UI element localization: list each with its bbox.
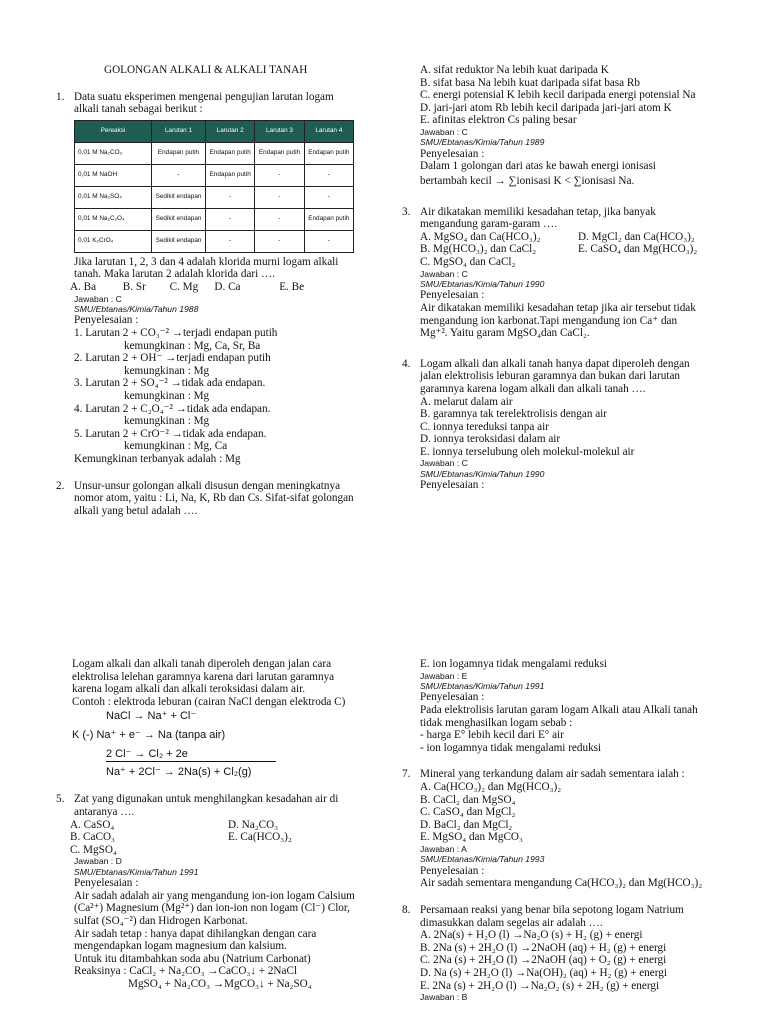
- left-column-bottom: [56, 658, 366, 991]
- table-result-cell: Endapan putih: [304, 208, 353, 230]
- q7-option-d[interactable]: D. BaCl₂ dan MgCl₂: [420, 818, 513, 831]
- q7-option-c[interactable]: C. CaSO₄ dan MgCl₂: [420, 806, 516, 819]
- question-4: [402, 358, 714, 492]
- q5-jawaban: Jawaban : D: [74, 856, 122, 867]
- q4-line3: garamnya karena logam alkali dan alkali tanah ….: [420, 382, 646, 395]
- q7-source: SMU/Ebtanas/Kimia/Tahun 1993: [420, 854, 545, 865]
- table-result-cell: Endapan putih: [152, 142, 206, 164]
- q4-cont-line1: Logam alkali dan alkali tanah diperoleh dengan jalan cara: [72, 658, 332, 670]
- q7-expl: Air sadah sementara mengandung Ca(HCO₃)₂ dan Mg(HCO₃)₂: [420, 877, 703, 890]
- q1-step-2-kemungkinan: kemungkinan : Mg: [124, 364, 210, 377]
- q7-option-a[interactable]: A. Ca(HCO₃)₂ dan Mg(HCO₃)₂: [420, 780, 562, 793]
- q3-explanation-line1: Air dikatakan memiliki kesadahan tetap jika air tersebut tidak: [420, 301, 696, 314]
- equation-nacl: NaCl → Na⁺ + Cl⁻: [106, 710, 197, 723]
- q2-explanation-line2: bertambah kecil → ∑ionisasi K < ∑ionisasi Na.: [420, 174, 635, 187]
- q1-text-line2: alkali tanah sebagai berikut :: [74, 103, 203, 116]
- q6-jawaban: Jawaban : E: [420, 670, 468, 681]
- question-7: [402, 768, 718, 890]
- q8-option-a[interactable]: A. 2Na(s) + H₂O (l) →Na₂O (s) + H₂ (g) + energi: [420, 929, 643, 942]
- q2-line3: alkali yang betul adalah ….: [74, 504, 198, 517]
- table-result-cell: Endapan putih: [304, 142, 353, 164]
- table-row: [75, 208, 354, 230]
- table-result-cell: Endapan putih: [206, 142, 255, 164]
- q5-expl-line7: Reaksinya : CaCl₂ + Na₂CO₃ →CaCO₃↓ + 2NaCl: [74, 965, 298, 978]
- table-reagent-cell: 0,01 K₂CrO₄: [75, 230, 152, 252]
- q8-option-c[interactable]: C. 2Na (s) + 2H₂O (l) →2NaOH (aq) + O₂ (g) + energi: [420, 954, 667, 967]
- q8-line2: dimasukkan dalam segelas air adalah ….: [420, 916, 603, 929]
- table-result-cell: -: [255, 208, 304, 230]
- q5-expl-line1: Air sadah adalah air yang mengandung ion-ion logam Calsium: [74, 889, 355, 902]
- q8-option-b[interactable]: B. 2Na (s) + 2H₂O (l) →2NaOH (aq) + H₂ (g) + energi: [420, 941, 667, 954]
- table-reagent-cell: 0,01 M Na₂SO₄: [75, 186, 152, 208]
- q3-line2: mengandung garam-garam ….: [420, 218, 557, 231]
- q7-option-e[interactable]: E. MgSO₄ dan MgCO₃: [420, 831, 523, 844]
- table-result-cell: -: [152, 164, 206, 186]
- q4-source: SMU/Ebtanas/Kimia/Tahun 1990: [420, 468, 545, 479]
- question-3: [402, 206, 714, 340]
- q1-step-2: 2. Larutan 2 + OH⁻ →terjadi endapan putih: [74, 352, 271, 365]
- q7-penyelesaian: Penyelesaian :: [420, 864, 485, 877]
- q8-option-e[interactable]: E. 2Na (s) + 2H₂O (l) →Na₂O₂ (s) + 2H₂ (g) + energi: [420, 979, 660, 992]
- q8-option-d[interactable]: D. Na (s) + 2H₂O (l) →Na(OH)₂ (aq) + H₂ (g) + energi: [420, 966, 667, 979]
- q8-line1: Persamaan reaksi yang benar bila sepotong logam Natrium: [420, 903, 684, 916]
- q7-line1: Mineral yang terkandung dalam air sadah sementara ialah :: [420, 768, 685, 781]
- q1-step-3-kemungkinan: kemungkinan : Mg: [124, 389, 210, 402]
- q5-expl-line3: sulfat (SO₄⁻²) dan Hidrogen Karbonat.: [74, 914, 248, 927]
- q2-explanation-line1: Dalam 1 golongan dari atas ke bawah energi ionisasi: [420, 160, 656, 173]
- q3-source: SMU/Ebtanas/Kimia/Tahun 1990: [420, 278, 545, 289]
- table-result-cell: -: [206, 230, 255, 252]
- q7-option-b[interactable]: B. CaCl₂ dan MgSO₄: [420, 793, 516, 806]
- q4-option-b[interactable]: B. garamnya tak terelektrolisis dengan air: [420, 408, 608, 421]
- table-reagent-cell: 0,01 M NaOH: [75, 164, 152, 186]
- q6-option-e[interactable]: E. ion logamnya tidak mengalami reduksi: [420, 658, 608, 670]
- q6-source: SMU/Ebtanas/Kimia/Tahun 1991: [420, 681, 545, 691]
- q2-line1: Unsur-unsur golongan alkali disusun dengan meningkatnya: [74, 479, 341, 492]
- q1-option-d[interactable]: D. Ca: [214, 280, 241, 293]
- q1-option-e[interactable]: E. Be: [279, 280, 305, 293]
- table-result-cell: Sedikit endapan: [152, 230, 206, 252]
- q4-line2: jalan elektrolisis leburan garamnya dan bukan dari larutan: [420, 370, 681, 383]
- q6-expl-line1: Pada elektrolisis larutan garam logam Alkali atau Alkali tanah: [420, 704, 698, 716]
- table-result-cell: -: [304, 230, 353, 252]
- q2-option-e[interactable]: E. afinitas elektron Cs paling besar: [420, 114, 577, 127]
- q1-conclusion: Kemungkinan terbanyak adalah : Mg: [74, 452, 241, 465]
- q3-option-c[interactable]: C. MgSO₄ dan CaCl₂: [420, 255, 516, 268]
- q5-option-e[interactable]: E. Ca(HCO₃)₂: [228, 831, 292, 844]
- q6-expl-line3: - harga E° lebih kecil dari E° air: [420, 729, 564, 742]
- q4-number: 4.: [402, 357, 411, 370]
- q2-source: SMU/Ebtanas/Kimia/Tahun 1989: [420, 137, 545, 148]
- q2-penyelesaian: Penyelesaian :: [420, 147, 485, 160]
- q1-number: 1.: [56, 90, 65, 103]
- q1-experiment-table: [74, 120, 354, 253]
- q1-step-3: 3. Larutan 2 + SO₄⁻² →tidak ada endapan.: [74, 377, 266, 390]
- table-reagent-cell: 0,01 M Na₂C₂O₄: [75, 208, 152, 230]
- q4-option-e[interactable]: E. ionnya terselubung oleh molekul-molekul air: [420, 445, 635, 458]
- table-result-cell: -: [255, 186, 304, 208]
- equation-anode: [72, 748, 366, 762]
- table-result-cell: -: [255, 164, 304, 186]
- table-header-cell: Larutan 2: [206, 120, 255, 142]
- equation-total: Na⁺ + 2Cl⁻ → 2Na(s) + Cl₂(g): [106, 766, 252, 779]
- q5-expl-line6: Untuk itu ditambahkan soda abu (Natrium Carbonat): [74, 952, 311, 965]
- table-header-cell: Pereaksi: [75, 120, 152, 142]
- right-column-top: [402, 64, 714, 492]
- q8-jawaban: Jawaban : B: [420, 992, 468, 1003]
- q4-jawaban: Jawaban : C: [420, 458, 468, 469]
- q1-option-b[interactable]: B. Sr: [122, 280, 146, 293]
- q5-penyelesaian: Penyelesaian :: [74, 877, 139, 890]
- q2-option-b[interactable]: B. sifat basa Na lebih kuat daripada sifat basa Rb: [420, 76, 640, 89]
- q2-option-d[interactable]: D. jari-jari atom Rb lebih kecil daripada jari-jari atom K: [420, 101, 672, 114]
- table-result-cell: Sedikit endapan: [152, 208, 206, 230]
- right-column-bottom: [402, 658, 718, 1003]
- q3-explanation-line2: mengandung ion karbonat.Tapi mengandung ion Ca⁺ dan: [420, 314, 678, 327]
- q3-penyelesaian: Penyelesaian :: [420, 289, 485, 302]
- table-result-cell: Endapan putih: [206, 164, 255, 186]
- q2-option-a[interactable]: A. sifat reduktor Na lebih kuat daripada K: [420, 64, 609, 76]
- q5-option-c[interactable]: C. MgSO₄: [70, 843, 117, 856]
- q7-number: 7.: [402, 768, 411, 781]
- table-result-cell: -: [206, 186, 255, 208]
- q1-text-line1: Data suatu eksperimen mengenai pengujian larutan logam: [74, 90, 334, 103]
- q6-penyelesaian: Penyelesaian :: [420, 691, 485, 704]
- q2-line2: nomor atom, yaitu : Li, Na, K, Rb dan Cs. Sifat-sifat golongan: [74, 492, 354, 505]
- q3-number: 3.: [402, 205, 411, 218]
- page-title: GOLONGAN ALKALI & ALKALI TANAH: [104, 64, 308, 76]
- table-header-cell: Larutan 1: [152, 120, 206, 142]
- q1-source: SMU/Ebtanas/Kimia/Tahun 1988: [74, 303, 199, 314]
- q1-step-1: 1. Larutan 2 + CO₃⁻² →terjadi endapan putih: [74, 326, 278, 339]
- table-result-cell: -: [304, 186, 353, 208]
- q5-expl-line4: Air sadah tetap : hanya dapat dihilangkan dengan cara: [74, 927, 317, 940]
- q5-option-b[interactable]: B. CaCO₃: [70, 831, 115, 844]
- q4-option-a[interactable]: A. melarut dalam air: [420, 395, 513, 408]
- q1-step-5-kemungkinan: kemungkinan : Mg, Ca: [124, 440, 228, 453]
- table-result-cell: -: [304, 164, 353, 186]
- question-6-tail: [402, 658, 718, 754]
- q5-option-a[interactable]: A. CaSO₄: [70, 818, 115, 831]
- q5-expl-line2: (Ca²⁺) Magnesium (Mg²⁺) dan ion-ion non logam (Cl⁻) Clor,: [74, 902, 350, 915]
- q3-line1: Air dikatakan memiliki kesadahan tetap, jika banyak: [420, 205, 656, 218]
- table-row: [75, 142, 354, 164]
- q5-expl-line8: MgSO₄ + Na₂CO₃ →MgCO₃↓ + Na₂SO₄: [128, 977, 312, 990]
- q1-after-line2: tanah. Maka larutan 2 adalah klorida dari ….: [74, 268, 275, 281]
- q3-option-b[interactable]: B. Mg(HCO₃)₂ dan CaCl₂: [420, 243, 537, 256]
- q5-line1: Zat yang digunakan untuk menghilangkan kesadahan air di: [74, 793, 339, 806]
- table-row: [75, 186, 354, 208]
- q3-explanation-line3: Mg⁺². Yaitu garam MgSO₄dan CaCl₂.: [420, 327, 590, 340]
- q1-step-4-kemungkinan: kemungkinan : Mg: [124, 415, 210, 428]
- q1-step-4: 4. Larutan 2 + C₂O₄⁻² →tidak ada endapan.: [74, 402, 271, 415]
- q4-cont-line4: Contoh : elektroda leburan (cairan NaCl dengan elektroda C): [72, 695, 346, 708]
- table-row: [75, 230, 354, 252]
- table-result-cell: -: [255, 230, 304, 252]
- q4-option-d[interactable]: D. ionnya teroksidasi dalam air: [420, 433, 561, 446]
- q1-jawaban: Jawaban : C: [74, 293, 122, 304]
- q1-after-line1: Jika larutan 1, 2, 3 dan 4 adalah klorida murni logam alkali: [74, 255, 339, 268]
- question-5: [56, 793, 366, 990]
- q5-source: SMU/Ebtanas/Kimia/Tahun 1991: [74, 866, 199, 877]
- table-reagent-cell: 0,01 M Na₂CO₃: [75, 142, 152, 164]
- table-header-cell: Larutan 3: [255, 120, 304, 142]
- table-result-cell: Endapan putih: [255, 142, 304, 164]
- q4-option-c[interactable]: C. ionnya tereduksi tanpa air: [420, 420, 549, 433]
- q2-number: 2.: [56, 479, 65, 492]
- table-header-cell: Larutan 4: [304, 120, 353, 142]
- q1-option-c[interactable]: C. Mg: [169, 280, 199, 293]
- q1-penyelesaian: Penyelesaian :: [74, 314, 139, 327]
- equation-cathode: K (-) Na⁺ + e⁻ → Na (tanpa air): [72, 729, 226, 742]
- q8-number: 8.: [402, 903, 411, 916]
- q4-penyelesaian: Penyelesaian :: [420, 479, 485, 492]
- q3-jawaban: Jawaban : C: [420, 268, 468, 279]
- q2-option-c[interactable]: C. energi potensial K lebih kecil daripada energi potensial Na: [420, 89, 696, 102]
- q4-cont-line2: elektrolisa lelehan garamnya karena dari larutan garamnya: [72, 670, 335, 683]
- q2-options: [402, 64, 714, 188]
- q2-jawaban: Jawaban : C: [420, 126, 468, 137]
- q4-continued: [72, 658, 366, 779]
- q6-expl-line4: - ion logamnya tidak mengalami reduksi: [420, 741, 602, 754]
- q6-expl-line2: tidak menghasilkan logam sebab :: [420, 716, 573, 729]
- q1-step-1-kemungkinan: kemungkinan : Mg, Ca, Sr, Ba: [124, 339, 261, 352]
- q1-step-5: 5. Larutan 2 + CrO⁻² →tidak ada endapan.: [74, 427, 267, 440]
- left-column-top: [56, 64, 364, 517]
- question-1: [56, 91, 364, 466]
- q5-line2: antaranya ….: [74, 805, 135, 818]
- q4-cont-line3: karena logam alkali dan alkali teroksidasi dalam air.: [72, 683, 305, 696]
- question-2: [56, 480, 364, 518]
- q1-option-a[interactable]: A. Ba: [70, 280, 97, 293]
- table-result-cell: Sedikit endapan: [152, 186, 206, 208]
- q4-line1: Logam alkali dan alkali tanah hanya dapat diperoleh dengan: [420, 357, 690, 370]
- q5-number: 5.: [56, 793, 65, 806]
- table-result-cell: -: [206, 208, 255, 230]
- q5-expl-line5: mengendapkan logam magnesium dan kalsium.: [74, 940, 287, 953]
- q3-option-e[interactable]: E. CaSO₄ dan Mg(HCO₃)₂: [578, 243, 698, 256]
- table-row: [75, 164, 354, 186]
- equation-anode-text: 2 Cl⁻ → Cl₂ + 2e: [106, 748, 276, 762]
- q7-jawaban: Jawaban : A: [420, 843, 467, 854]
- question-8: [402, 904, 718, 1003]
- q1-options: [56, 281, 364, 294]
- q3-option-a[interactable]: A. MgSO₄ dan Ca(HCO₃)₂: [420, 230, 541, 243]
- q5-option-d[interactable]: D. Na₂CO₃: [228, 818, 279, 831]
- q3-option-d[interactable]: D. MgCl₂ dan Ca(HCO₃)₂: [578, 230, 695, 243]
